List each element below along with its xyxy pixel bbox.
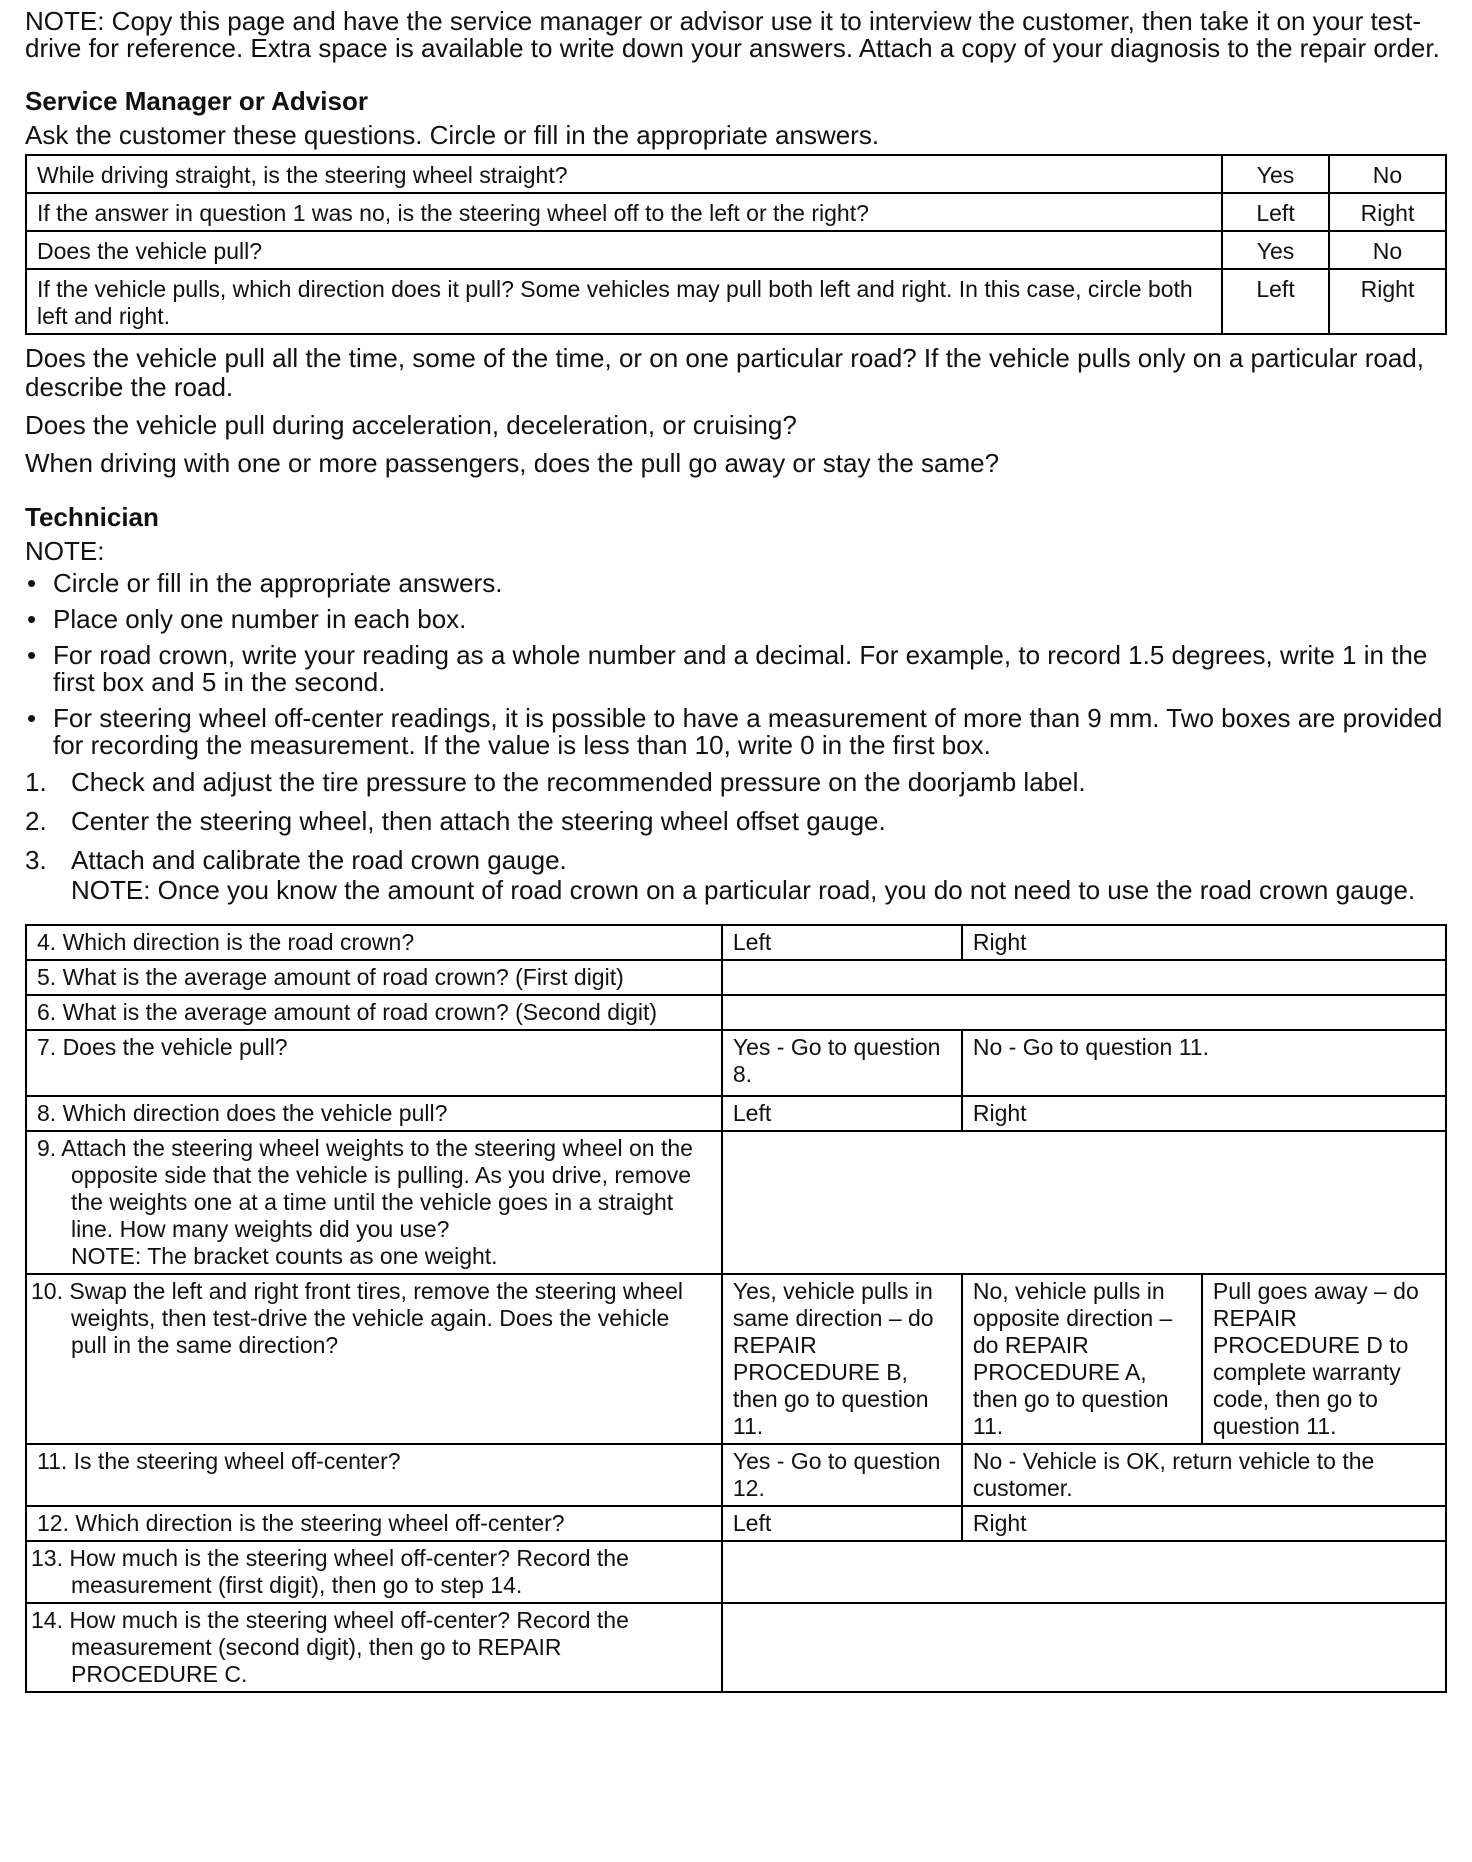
answer-box[interactable] [722, 1541, 1446, 1603]
table-row [26, 1131, 1446, 1274]
technician-notes [25, 570, 1447, 759]
list-item: • For steering wheel off-center readings, it is possible to have a measurement of more than 9 mm. Two boxes are provided for recording the measurement. If the value is less than 10, write 0 in the first box. [27, 703, 1443, 760]
question-cell: Does the vehicle pull? [26, 231, 1222, 269]
advisor-heading: Service Manager or Advisor [25, 86, 368, 116]
table-row [26, 1541, 1446, 1603]
question-cell: 9. Attach the steering wheel weights to the steering wheel on the opposite side that the vehicle is pulling. As you drive, remove the weights one at a time until the vehicle goes in a straight line. How many weights did you use? NOTE: The bracket counts as one weight. [26, 1131, 722, 1274]
table-row [26, 269, 1446, 334]
answer-box[interactable] [722, 960, 1446, 995]
answer-option[interactable]: Yes, vehicle pulls in same direction – do REPAIR PROCEDURE B, then go to question 11. [722, 1274, 962, 1444]
table-row [26, 960, 1446, 995]
page-note: NOTE: Copy this page and have the service manager or advisor use it to interview the customer, then take it on your test-drive for reference. Extra space is available to write down your answers. Attach a copy of your diagnosis to the repair order. [25, 6, 1440, 63]
advisor-question-table [25, 154, 1447, 335]
bullet-icon: • [27, 640, 37, 670]
technician-table [25, 924, 1447, 1693]
table-row [26, 1603, 1446, 1692]
answer-option[interactable]: No - Go to question 11. [962, 1030, 1446, 1096]
answer-option[interactable]: Right [1329, 193, 1446, 231]
answer-option[interactable]: Yes - Go to question 12. [722, 1444, 962, 1506]
list-item: • Circle or fill in the appropriate answers. [27, 568, 503, 598]
list-item: • Place only one number in each box. [27, 604, 467, 634]
answer-option[interactable]: Right [962, 1096, 1446, 1131]
advisor-question: When driving with one or more passengers, does the pull go away or stay the same? [25, 448, 1000, 478]
table-row [26, 1444, 1446, 1506]
question-cell: 11. Is the steering wheel off-center? [26, 1444, 722, 1506]
technician-steps [25, 768, 1447, 875]
table-row [26, 193, 1446, 231]
answer-option[interactable]: No [1329, 155, 1446, 193]
answer-option[interactable]: No, vehicle pulls in opposite direction –do REPAIR PROCEDURE A, then go to question 11. [962, 1274, 1202, 1444]
answer-option[interactable]: Yes [1222, 231, 1329, 269]
answer-box[interactable] [722, 995, 1446, 1030]
answer-option[interactable]: Left [1222, 269, 1329, 334]
answer-option[interactable]: Yes [1222, 155, 1329, 193]
technician-heading: Technician [25, 502, 159, 532]
answer-option[interactable]: Left [722, 925, 962, 960]
answer-option[interactable]: Yes - Go to question 8. [722, 1030, 962, 1096]
answer-option[interactable]: Right [962, 1506, 1446, 1541]
table-row [26, 155, 1446, 193]
bullet-icon: • [27, 703, 37, 733]
answer-option[interactable]: Pull goes away – do REPAIR PROCEDURE D to complete warranty code, then go to question 11. [1202, 1274, 1446, 1444]
question-cell: 8. Which direction does the vehicle pull? [26, 1096, 722, 1131]
answer-option[interactable]: No - Vehicle is OK, return vehicle to the customer. [962, 1444, 1446, 1506]
table-row [26, 995, 1446, 1030]
table-row [26, 1096, 1446, 1131]
question-cell: 12. Which direction is the steering wheel off-center? [26, 1506, 722, 1541]
question-cell: 13. How much is the steering wheel off-center? Record the measurement (first digit), then go to step 14. [26, 1541, 722, 1603]
answer-option[interactable]: Left [722, 1506, 962, 1541]
step-item: 1. Check and adjust the tire pressure to the recommended pressure on the doorjamb label. [25, 767, 1086, 797]
answer-option[interactable]: Left [1222, 193, 1329, 231]
table-row [26, 1506, 1446, 1541]
question-cell: If the answer in question 1 was no, is the steering wheel off to the left or the right? [26, 193, 1222, 231]
question-cell: If the vehicle pulls, which direction does it pull? Some vehicles may pull both left and right. In this case, circle both left and right. [26, 269, 1222, 334]
bullet-icon: • [27, 604, 37, 634]
table-row [26, 1274, 1446, 1444]
technician-note-label: NOTE: [25, 536, 105, 566]
table-row [26, 1030, 1446, 1096]
step3-note: NOTE: Once you know the amount of road crown on a particular road, you do not need to use the road crown gauge. [71, 875, 1416, 905]
answer-option[interactable]: Left [722, 1096, 962, 1131]
step-item: 3. Attach and calibrate the road crown gauge. [25, 845, 567, 875]
question-cell: 6. What is the average amount of road crown? (Second digit) [26, 995, 722, 1030]
table-row [26, 231, 1446, 269]
step-item: 2. Center the steering wheel, then attach the steering wheel offset gauge. [25, 806, 886, 836]
question-cell: While driving straight, is the steering wheel straight? [26, 155, 1222, 193]
diagnosis-worksheet [25, 8, 1447, 1693]
question-cell: 5. What is the average amount of road crown? (First digit) [26, 960, 722, 995]
answer-box[interactable] [722, 1603, 1446, 1692]
answer-option[interactable]: Right [1329, 269, 1446, 334]
advisor-question: Does the vehicle pull during acceleration, deceleration, or cruising? [25, 410, 797, 440]
answer-option[interactable]: Right [962, 925, 1446, 960]
bullet-icon: • [27, 568, 37, 598]
advisor-intro: Ask the customer these questions. Circle or fill in the appropriate answers. [25, 120, 880, 150]
weight-note: NOTE: The bracket counts as one weight. [71, 1243, 498, 1269]
table-row [26, 925, 1446, 960]
advisor-question: Does the vehicle pull all the time, some of the time, or on one particular road? If the vehicle pulls only on a particular road, describe the road. [25, 343, 1424, 402]
list-item: • For road crown, write your reading as a whole number and a decimal. For example, to record 1.5 degrees, write 1 in the first box and 5 in the second. [27, 640, 1428, 697]
question-cell: 4. Which direction is the road crown? [26, 925, 722, 960]
question-cell: 7. Does the vehicle pull? [26, 1030, 722, 1096]
question-cell: 10. Swap the left and right front tires, remove the steering wheel weights, then test-drive the vehicle again. Does the vehicle pull in the same direction? [26, 1274, 722, 1444]
answer-box[interactable] [722, 1131, 1446, 1274]
answer-option[interactable]: No [1329, 231, 1446, 269]
question-cell: 14. How much is the steering wheel off-center? Record the measurement (second digit), then go to REPAIR PROCEDURE C. [26, 1603, 722, 1692]
